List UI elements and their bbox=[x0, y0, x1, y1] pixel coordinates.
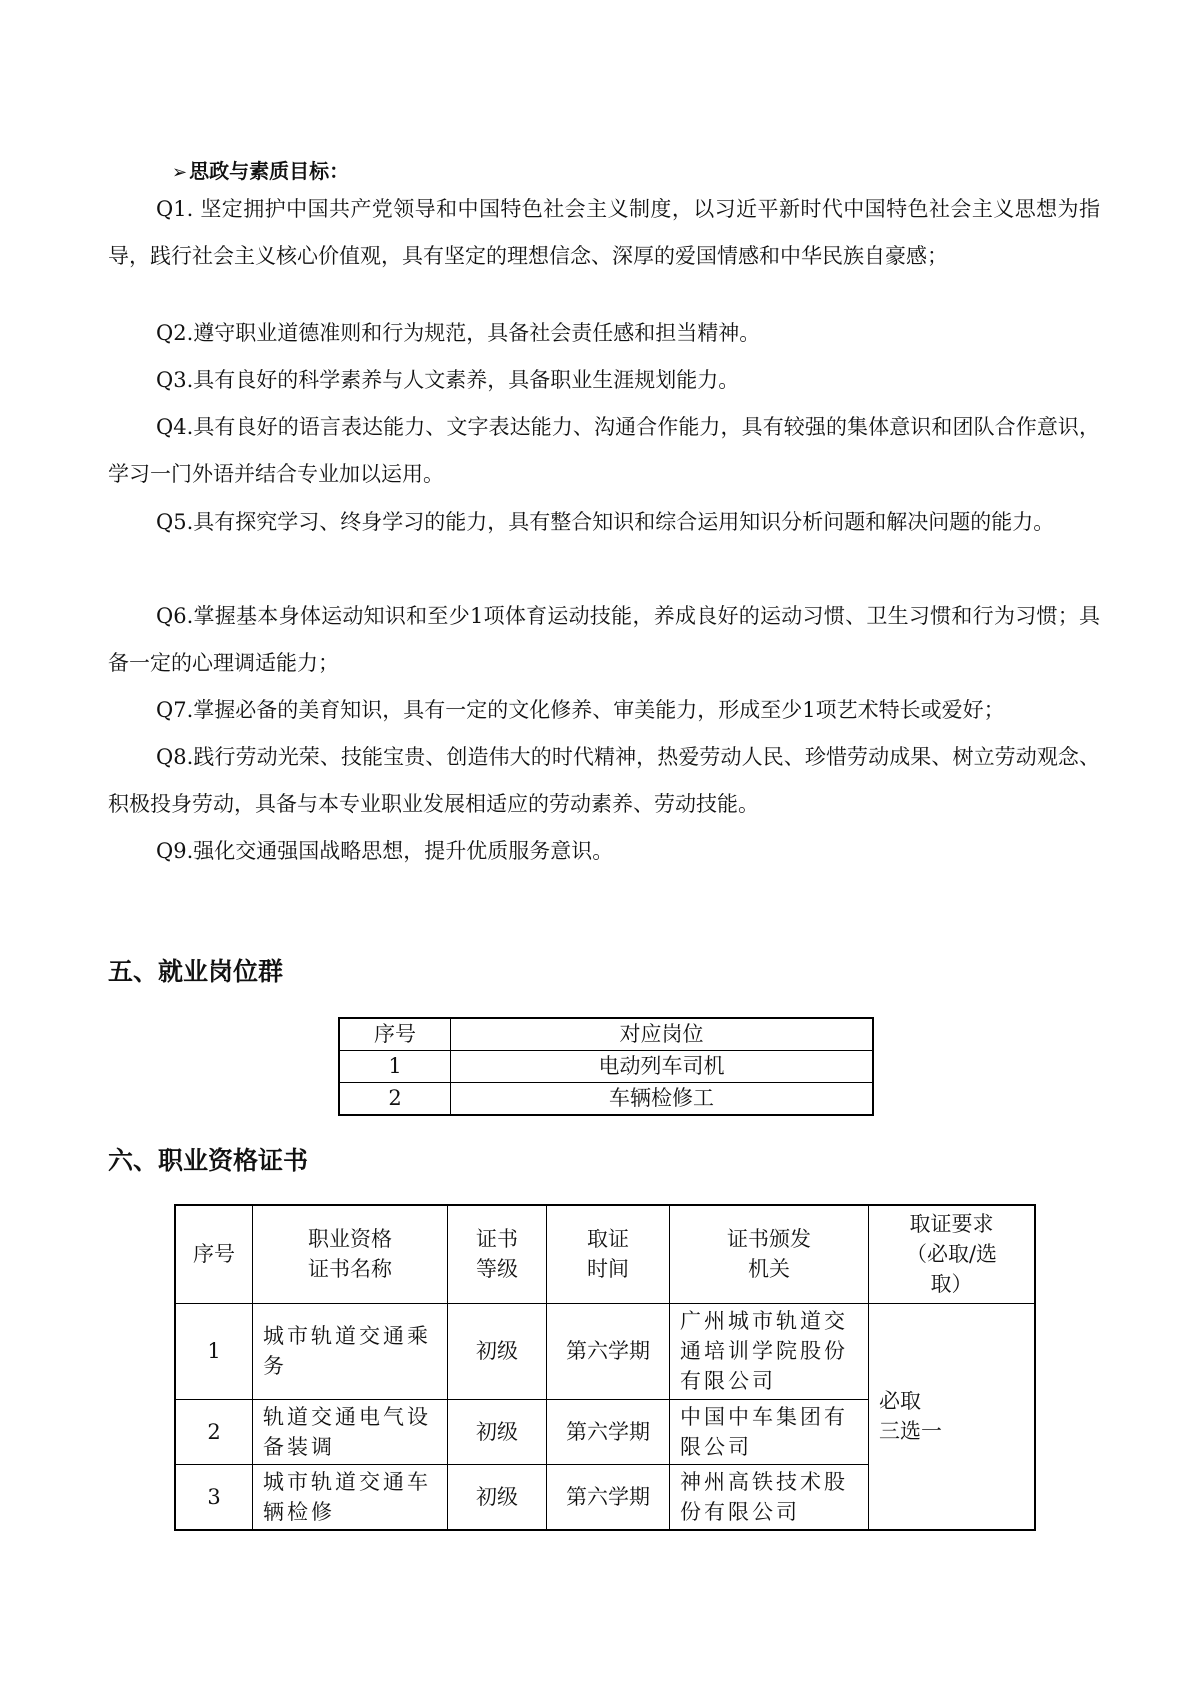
header-cert-org-line1: 证书颁发 bbox=[727, 1227, 811, 1252]
header-cert-requirement-line2: （必取/选 bbox=[905, 1242, 998, 1267]
objective-q3: Q3.具有良好的科学素养与人文素养，具备职业生涯规划能力。 bbox=[156, 368, 740, 392]
row-cert-org: 神州高铁技术股份有限公司 bbox=[670, 1464, 869, 1530]
row-cert-name: 城市轨道交通车辆检修 bbox=[253, 1464, 448, 1530]
row-cert-org: 广州城市轨道交通培训学院股份有限公司 bbox=[670, 1303, 869, 1399]
header-no: 序号 bbox=[175, 1205, 253, 1303]
arrow-bullet-icon: ➢ bbox=[172, 162, 188, 183]
header-cert-level bbox=[448, 1205, 547, 1303]
header-cert-requirement-line3: 取） bbox=[930, 1272, 973, 1297]
header-cert-time-line1: 取证 bbox=[587, 1227, 629, 1252]
row-cert-time: 第六学期 bbox=[547, 1464, 670, 1530]
table-row bbox=[339, 1083, 873, 1116]
header-cert-time bbox=[547, 1205, 670, 1303]
row-cert-name: 轨道交通电气设备装调 bbox=[253, 1399, 448, 1464]
header-cert-name-line2: 证书名称 bbox=[308, 1257, 392, 1282]
header-cert-org-line2: 机关 bbox=[748, 1257, 790, 1282]
table-row bbox=[175, 1303, 1035, 1399]
row-no: 1 bbox=[175, 1303, 253, 1399]
row-cert-level: 初级 bbox=[448, 1303, 547, 1399]
row-no: 2 bbox=[339, 1083, 451, 1116]
header-position: 对应岗位 bbox=[451, 1018, 874, 1051]
objective-q8: Q8.践行劳动光荣、技能宝贵、创造伟大的时代精神，热爱劳动人民、珍惜劳动成果、树立劳动观念、积极投身劳动，具备与本专业职业发展相适应的劳动素养、劳动技能。 bbox=[108, 745, 1100, 816]
table-header-row bbox=[339, 1018, 873, 1051]
row-no: 1 bbox=[339, 1051, 451, 1083]
header-cert-requirement-line1: 取证要求 bbox=[909, 1212, 994, 1237]
objective-q9: Q9.强化交通强国战略思想，提升优质服务意识。 bbox=[156, 839, 614, 863]
header-cert-name bbox=[253, 1205, 448, 1303]
row-cert-name: 城市轨道交通乘务 bbox=[253, 1303, 448, 1399]
row-no: 3 bbox=[175, 1464, 253, 1530]
subsection-title: 思政与素质目标： bbox=[189, 159, 350, 183]
subsection-heading bbox=[172, 156, 349, 188]
objective-q7: Q7.掌握必备的美育知识，具有一定的文化修养、审美能力，形成至少1项艺术特长或爱好； bbox=[156, 698, 1005, 722]
objective-q4: Q4.具有良好的语言表达能力、文字表达能力、沟通合作能力，具有较强的集体意识和团队合作意识，学习一门外语并结合专业加以运用。 bbox=[108, 415, 1100, 486]
employment-positions-table bbox=[338, 1017, 874, 1116]
table-header-row bbox=[175, 1205, 1035, 1303]
objective-q2: Q2.遵守职业道德准则和行为规范，具备社会责任感和担当精神。 bbox=[156, 321, 761, 345]
header-cert-name-line1: 职业资格 bbox=[308, 1227, 392, 1252]
row-no: 2 bbox=[175, 1399, 253, 1464]
table-row bbox=[339, 1051, 873, 1083]
objective-q5: Q5.具有探究学习、终身学习的能力，具有整合知识和综合运用知识分析问题和解决问题的能力。 bbox=[156, 510, 1055, 534]
objective-q6: Q6.掌握基本身体运动知识和至少1项体育运动技能，养成良好的运动习惯、卫生习惯和行为习惯；具备一定的心理调适能力； bbox=[108, 604, 1100, 675]
header-cert-time-line2: 时间 bbox=[587, 1257, 629, 1282]
header-no: 序号 bbox=[339, 1018, 451, 1051]
row-cert-time: 第六学期 bbox=[547, 1303, 670, 1399]
requirement-line2: 三选一 bbox=[879, 1419, 942, 1443]
row-cert-level: 初级 bbox=[448, 1399, 547, 1464]
row-cert-org: 中国中车集团有限公司 bbox=[670, 1399, 869, 1464]
header-cert-org bbox=[670, 1205, 869, 1303]
row-cert-requirement bbox=[869, 1303, 1036, 1530]
certificates-table bbox=[174, 1204, 1036, 1531]
section-five-heading: 五、就业岗位群 bbox=[108, 957, 284, 986]
header-cert-requirement bbox=[869, 1205, 1036, 1303]
objective-q1: Q1. 坚定拥护中国共产党领导和中国特色社会主义制度，以习近平新时代中国特色社会主义思想为指导，践行社会主义核心价值观，具有坚定的理想信念、深厚的爱国情感和中华民族自豪感； bbox=[108, 197, 1100, 268]
requirement-line1: 必取 bbox=[879, 1389, 921, 1413]
row-cert-level: 初级 bbox=[448, 1464, 547, 1530]
header-cert-level-line2: 等级 bbox=[476, 1257, 518, 1282]
row-position: 电动列车司机 bbox=[451, 1051, 874, 1083]
row-position: 车辆检修工 bbox=[451, 1083, 874, 1116]
row-cert-time: 第六学期 bbox=[547, 1399, 670, 1464]
header-cert-level-line1: 证书 bbox=[476, 1227, 518, 1252]
section-six-heading: 六、职业资格证书 bbox=[108, 1146, 309, 1175]
